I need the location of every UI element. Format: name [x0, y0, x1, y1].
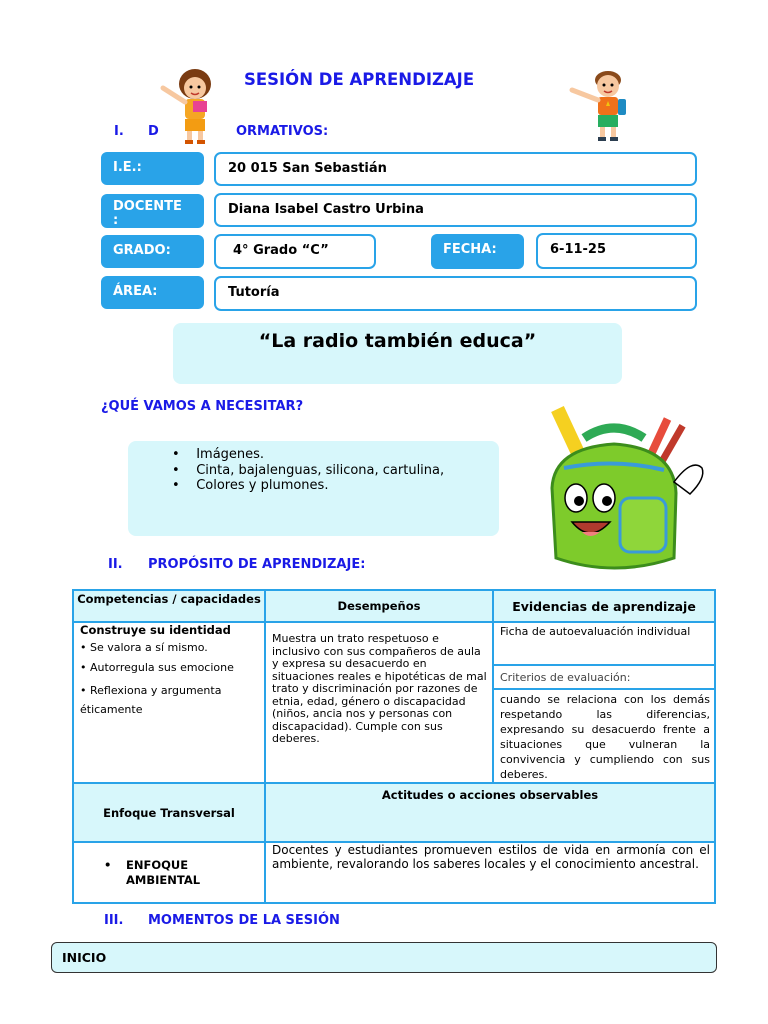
criteria-text: cuando se relaciona con los demás respetando las diferencias, expresando su desacuerdo frente a situaciones que vulneran la convivencia y cumpliendo con sus deberes. [500, 693, 710, 781]
moments-number: III. [104, 913, 124, 928]
grado-label: GRADO: [101, 235, 204, 268]
needs-list [172, 447, 444, 494]
approach-item [104, 858, 264, 888]
list-item-text: Imágenes. [196, 447, 265, 462]
page-title: SESIÓN DE APRENDIZAJE [244, 70, 475, 89]
docente-label [101, 194, 204, 228]
boy-illustration [566, 66, 646, 146]
col-desempenos-header [265, 590, 493, 622]
inicio-box [51, 942, 717, 973]
list-item [172, 478, 444, 494]
purpose-number: II. [108, 557, 123, 572]
performance-text: Muestra un trato respetuoso e inclusivo con sus compañeros de aula y expresa su desacuerdo en situaciones reales e hipotéticas de mal trato y discriminación por razones de etnia, edad, género o discapacidad (niños, ancia nos y personas con discapacidad). Cumple con sus deberes. [272, 632, 487, 745]
bullet-icon: • [172, 478, 197, 493]
table-header-row [73, 590, 715, 622]
table-row [73, 842, 715, 903]
approach-cell [73, 842, 265, 903]
ie-label: I.E.: [101, 152, 204, 185]
session-title: “La radio también educa” [258, 330, 537, 352]
section-number: I. [114, 124, 124, 139]
list-item-text: Cinta, bajalenguas, silicona, cartulina, [196, 462, 445, 478]
moments-heading: MOMENTOS DE LA SESIÓN [148, 913, 340, 928]
attitudes-header: Actitudes o acciones observables [381, 788, 599, 802]
transversal-label-cell [73, 783, 265, 842]
docente-label-colon: : [113, 213, 119, 228]
col-competencias-header [73, 590, 265, 622]
capacity-item: • Autorregula sus emocione [80, 660, 234, 674]
grado-value: 4° Grado “C” [214, 234, 376, 269]
evidence-text: Ficha de autoevaluación individual [500, 625, 691, 638]
header-text: Evidencias de aprendizaje [512, 598, 696, 614]
girl-illustration [155, 66, 235, 146]
competency-cell [73, 622, 265, 783]
bullet-icon: • [172, 447, 197, 462]
fecha-value: 6-11-25 [536, 233, 697, 269]
purpose-heading: PROPÓSITO DE APRENDIZAJE: [148, 557, 366, 572]
header-text: Desempeños [337, 599, 421, 613]
table-row [73, 783, 715, 842]
attitudes-header-cell [265, 783, 715, 842]
fecha-label: FECHA: [431, 234, 524, 269]
learning-table [72, 589, 716, 904]
list-item [172, 447, 444, 463]
approach-name: ENFOQUE AMBIENTAL [126, 857, 201, 887]
list-item [172, 463, 444, 479]
bullet-icon: • [172, 462, 197, 478]
needs-heading: ¿QUÉ VAMOS A NECESITAR? [101, 399, 304, 414]
criteria-label: Criterios de evaluación: [494, 664, 714, 690]
col-evidencias-header [493, 590, 715, 622]
inicio-label: INICIO [62, 950, 107, 965]
bullet-icon: • [104, 857, 112, 872]
approach-text: Docentes y estudiantes promueven estilos de vida en armonía con el ambiente, revalorando los saberes locales y el conocimiento ancestral. [272, 843, 710, 871]
section-label-rest: ORMATIVOS: [236, 124, 329, 139]
section-label-start: D [148, 124, 159, 139]
area-label: ÁREA: [101, 276, 204, 309]
backpack-illustration [524, 398, 714, 586]
evidence-cell [493, 622, 715, 783]
capacity-item: • Reflexiona y argumenta éticamente [80, 684, 222, 716]
transversal-label: Enfoque Transversal [103, 805, 235, 820]
performance-cell [265, 622, 493, 783]
header-text: Competencias / capacidades [77, 592, 261, 606]
competency-name: Construye su identidad [80, 623, 231, 637]
ie-value: 20 015 San Sebastián [214, 152, 697, 186]
capacity-item: • Se valora a sí mismo. [80, 641, 208, 654]
docente-value: Diana Isabel Castro Urbina [214, 193, 697, 227]
list-item-text: Colores y plumones. [196, 478, 329, 493]
area-value: Tutoría [214, 276, 697, 311]
table-row [73, 622, 715, 783]
approach-text-cell [265, 842, 715, 903]
docente-label-text: DOCENTE [113, 199, 182, 214]
